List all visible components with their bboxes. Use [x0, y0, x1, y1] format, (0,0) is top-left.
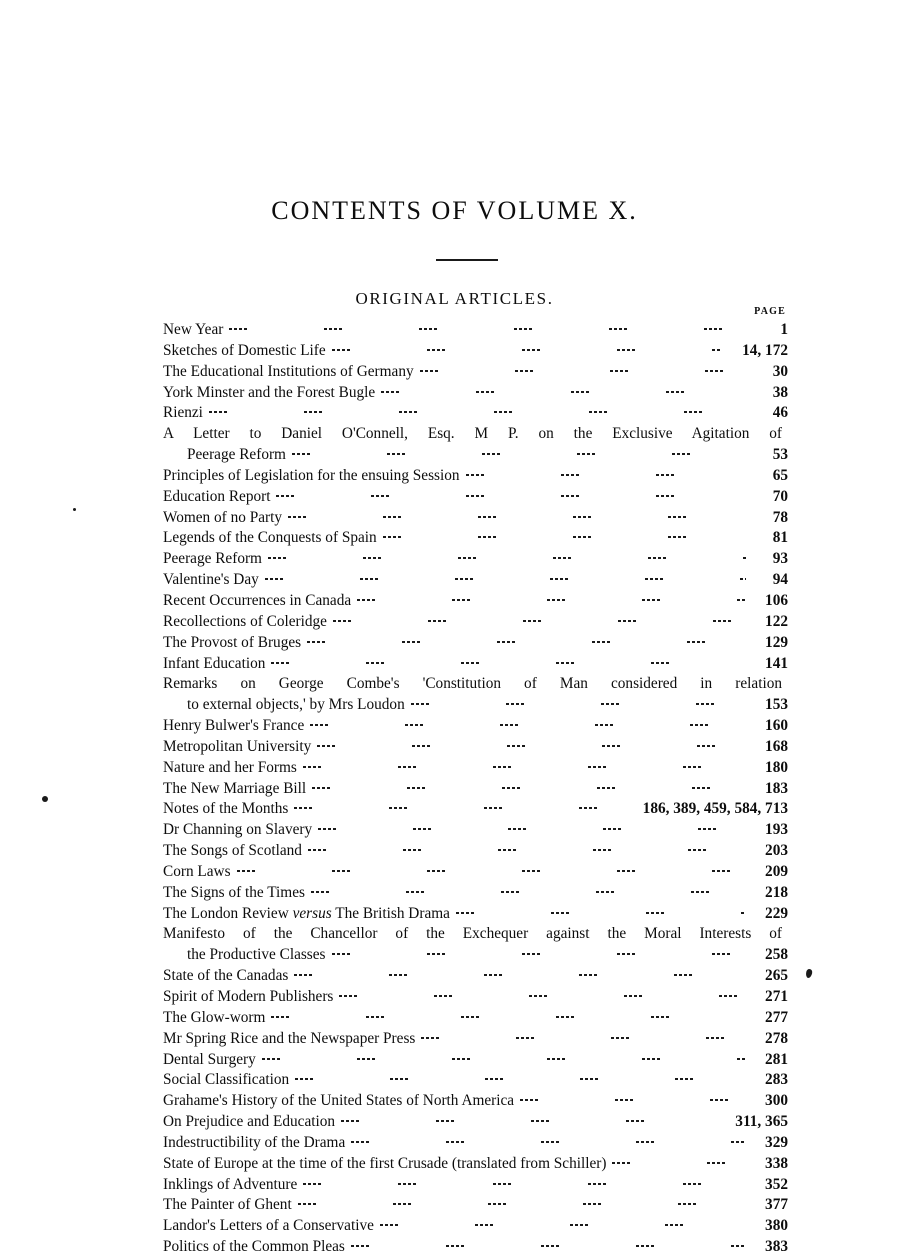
- entry-title: Spirit of Modern Publishers: [163, 988, 334, 1005]
- contents-entry[interactable]: [163, 403, 788, 424]
- margin-dot-manifesto: [42, 796, 48, 802]
- leader-dashes: [332, 341, 720, 355]
- leader-dashes: [209, 403, 746, 417]
- entry-title: Women of no Party: [163, 508, 282, 526]
- leader-dashes: [294, 966, 746, 980]
- leader-dashes: [456, 904, 746, 918]
- contents-entry[interactable]: [163, 612, 788, 633]
- entry-page-number: 329: [765, 1133, 788, 1151]
- leader-dashes: [292, 445, 746, 459]
- contents-entry[interactable]: [163, 570, 788, 591]
- entry-title: On Prejudice and Education: [163, 1113, 336, 1131]
- leader-dashes: [229, 320, 746, 334]
- entry-page-number: 168: [765, 737, 788, 755]
- leader-dashes: [317, 737, 746, 751]
- entry-page-number: 277: [765, 1008, 788, 1026]
- entry-page-number: 183: [765, 779, 788, 797]
- leader-dashes: [276, 487, 746, 501]
- entry-title: The New Marriage Bill: [163, 779, 307, 797]
- title-divider-rule: [436, 259, 498, 261]
- entry-title: Corn Laws: [163, 862, 231, 880]
- leader-dashes: [262, 1050, 746, 1064]
- leader-dashes: [308, 841, 746, 855]
- contents-entry[interactable]: [163, 883, 788, 904]
- entry-page-number: 265: [765, 967, 788, 985]
- entry-page-number: 70: [772, 487, 788, 505]
- contents-entry[interactable]: [163, 1091, 788, 1112]
- entry-title: Grahame's History of the United States of North America: [163, 1092, 515, 1110]
- leader-dashes: [380, 1216, 746, 1230]
- contents-entry[interactable]: [163, 1008, 788, 1029]
- leader-dashes: [298, 1195, 746, 1209]
- entry-title: Peerage Reform: [163, 550, 262, 568]
- entry-title: Manifesto of the Chancellor of the Exchequer against the Moral Interests of: [163, 925, 782, 943]
- entry-title: Landor's Letters of a Conservative: [163, 1217, 374, 1235]
- contents-entry[interactable]: [163, 904, 788, 925]
- leader-dashes: [307, 633, 746, 647]
- entry-title: Recent Occurrences in Canada: [163, 591, 352, 609]
- contents-entry[interactable]: [163, 633, 788, 654]
- entry-title: Henry Bulwer's France: [163, 717, 305, 735]
- entry-page-number: 30: [772, 362, 788, 380]
- entry-page-number: 160: [765, 717, 788, 735]
- entry-page-number: 186, 389, 459, 584, 713: [642, 800, 788, 818]
- entry-title: Education Report: [163, 487, 271, 505]
- leader-dashes: [237, 862, 746, 876]
- contents-entry[interactable]: [163, 924, 788, 945]
- entry-page-number: 203: [765, 842, 788, 860]
- contents-entry[interactable]: [163, 320, 788, 341]
- leader-dashes: [411, 695, 746, 709]
- entry-page-number: 283: [765, 1071, 788, 1089]
- leader-dashes: [271, 1008, 746, 1022]
- leader-dashes: [294, 799, 630, 813]
- contents-entry[interactable]: [163, 1237, 788, 1258]
- entry-title: the Productive Classes: [187, 946, 326, 964]
- leader-dashes: [421, 1029, 746, 1043]
- contents-entry[interactable]: [163, 695, 788, 716]
- entry-page-number: 81: [772, 529, 788, 547]
- leader-dashes: [303, 758, 746, 772]
- entry-title: Inklings of Adventure: [163, 1175, 298, 1193]
- contents-entry[interactable]: [163, 1195, 788, 1216]
- contents-entry[interactable]: [163, 987, 788, 1008]
- entry-title: Notes of the Months: [163, 800, 289, 818]
- entry-page-number: 53: [772, 446, 788, 464]
- entry-title: The Songs of Scotland: [163, 842, 302, 860]
- entry-page-number: 380: [765, 1217, 788, 1235]
- contents-entry[interactable]: [163, 362, 788, 383]
- entry-title: State of the Canadas: [163, 967, 289, 985]
- contents-entry[interactable]: [163, 1029, 788, 1050]
- entry-page-number: 209: [765, 862, 788, 880]
- entry-page-number: 106: [765, 591, 788, 609]
- leader-dashes: [332, 945, 746, 959]
- entry-title: Recollections of Coleridge: [163, 612, 327, 630]
- leader-dashes: [265, 570, 746, 584]
- entry-page-number: 338: [765, 1154, 788, 1172]
- contents-entry[interactable]: [163, 862, 788, 883]
- contents-entry[interactable]: [163, 487, 788, 508]
- entry-title: State of Europe at the time of the first Crusade (translated from Schiller): [163, 1154, 607, 1172]
- contents-entry[interactable]: [163, 528, 788, 549]
- contents-entry[interactable]: [163, 466, 788, 487]
- contents-entry[interactable]: [163, 779, 788, 800]
- page-title: CONTENTS OF VOLUME X.: [271, 196, 638, 225]
- entry-title: New Year: [163, 321, 224, 338]
- entry-title: Infant Education: [163, 654, 266, 672]
- leader-dashes: [466, 466, 746, 480]
- entry-title: The Signs of the Times: [163, 883, 305, 901]
- leader-dashes: [420, 362, 746, 376]
- contents-entry[interactable]: [163, 1154, 788, 1175]
- contents-entry[interactable]: [163, 383, 788, 404]
- entry-title: Indestructibility of the Drama: [163, 1133, 346, 1151]
- entry-title: Mr Spring Rice and the Newspaper Press: [163, 1029, 416, 1047]
- entry-page-number: 218: [765, 883, 788, 901]
- entry-title: The London Review versus The British Drama: [163, 904, 450, 922]
- entry-title: The Painter of Ghent: [163, 1196, 292, 1214]
- entry-page-number: 352: [765, 1175, 788, 1193]
- entry-page-number: 278: [765, 1029, 788, 1047]
- entry-title: Politics of the Common Pleas: [163, 1238, 345, 1256]
- contents-entry[interactable]: [163, 445, 788, 466]
- contents-entry[interactable]: [163, 341, 788, 362]
- entry-title: Sketches of Domestic Life: [163, 341, 326, 359]
- entry-page-number: 180: [765, 758, 788, 776]
- contents-entry[interactable]: [163, 674, 788, 695]
- entry-page-number: 300: [765, 1092, 788, 1110]
- entry-page-number: 377: [765, 1196, 788, 1214]
- margin-dot-peerage-reform: [73, 508, 76, 511]
- entry-page-number: 258: [765, 946, 788, 964]
- leader-dashes: [520, 1091, 746, 1105]
- entry-page-number: 129: [765, 633, 788, 651]
- leader-dashes: [318, 820, 746, 834]
- entry-page-number: 193: [765, 821, 788, 839]
- contents-entry[interactable]: [163, 716, 788, 737]
- entry-page-number: 93: [772, 550, 788, 568]
- entry-title: Nature and her Forms: [163, 758, 297, 776]
- contents-entry[interactable]: [163, 945, 788, 966]
- entry-title: Dental Surgery: [163, 1050, 256, 1068]
- entry-title: A Letter to Daniel O'Connell, Esq. M P. on the Exclusive Agitation of: [163, 425, 782, 443]
- contents-entry[interactable]: [163, 1050, 788, 1071]
- entry-title: Remarks on George Combe's 'Constitution of Man considered in relation: [163, 675, 782, 693]
- contents-entry[interactable]: [163, 737, 788, 758]
- contents-entry[interactable]: [163, 1133, 788, 1154]
- entry-title: Dr Channing on Slavery: [163, 821, 313, 839]
- contents-entry[interactable]: [163, 1216, 788, 1237]
- contents-entry[interactable]: [163, 1070, 788, 1091]
- entry-title-italic: versus: [292, 904, 332, 922]
- contents-entry[interactable]: [163, 966, 788, 987]
- leader-dashes: [381, 383, 746, 397]
- entry-title: Metropolitan University: [163, 737, 312, 755]
- entry-title-tail: The British Drama: [331, 904, 450, 922]
- leader-dashes: [311, 883, 746, 897]
- entry-title: to external objects,' by Mrs Loudon: [187, 696, 405, 714]
- entry-page-number: 141: [765, 654, 788, 672]
- entry-page-number: 383: [765, 1238, 788, 1256]
- page-column-header: PAGE: [754, 306, 786, 317]
- leader-dashes: [268, 549, 746, 563]
- leader-dashes: [383, 528, 746, 542]
- entry-page-number: 46: [772, 404, 788, 422]
- entry-title: York Minster and the Forest Bugle: [163, 383, 376, 401]
- entry-title: Legends of the Conquests of Spain: [163, 529, 377, 547]
- leader-dashes: [351, 1237, 746, 1251]
- section-heading: ORIGINAL ARTICLES.: [355, 289, 554, 308]
- margin-mark-indestructibility: [805, 968, 813, 978]
- entry-page-number: 281: [765, 1050, 788, 1068]
- leader-dashes: [351, 1133, 746, 1147]
- entry-page-number: 271: [765, 988, 788, 1005]
- leader-dashes: [357, 591, 746, 605]
- contents-entry[interactable]: [163, 549, 788, 570]
- leader-dashes: [288, 508, 746, 522]
- entry-page-number: 65: [772, 466, 788, 484]
- entry-title: Social Classification: [163, 1071, 290, 1089]
- entry-page-number: 94: [772, 571, 788, 589]
- contents-entry[interactable]: [163, 591, 788, 612]
- entry-title: The Glow-worm: [163, 1008, 266, 1026]
- contents-list: [163, 306, 788, 1258]
- contents-entry[interactable]: [163, 820, 788, 841]
- entry-page-number: 122: [765, 612, 788, 630]
- entry-page-number: 14, 172: [742, 341, 788, 359]
- entry-title: Peerage Reform: [187, 446, 286, 464]
- contents-entry[interactable]: [163, 799, 788, 820]
- entry-page-number: 78: [772, 508, 788, 526]
- contents-entry[interactable]: [163, 654, 788, 675]
- entry-title: Valentine's Day: [163, 571, 259, 589]
- contents-entry[interactable]: [163, 424, 788, 445]
- entry-page-number: 153: [765, 696, 788, 714]
- leader-dashes: [612, 1154, 746, 1168]
- leader-dashes: [295, 1070, 746, 1084]
- entry-page-number: 311, 365: [735, 1113, 788, 1131]
- entry-title: The Educational Institutions of Germany: [163, 362, 414, 380]
- entry-page-number: 1: [780, 321, 788, 338]
- contents-entry[interactable]: [163, 1175, 788, 1196]
- leader-dashes: [333, 612, 746, 626]
- entry-page-number: 229: [765, 904, 788, 922]
- leader-dashes: [271, 654, 746, 668]
- entry-page-number: 38: [772, 383, 788, 401]
- leader-dashes: [339, 987, 746, 1001]
- leader-dashes: [312, 779, 746, 793]
- contents-entry[interactable]: [163, 508, 788, 529]
- entry-title: The Provost of Bruges: [163, 633, 302, 651]
- contents-entry[interactable]: [163, 758, 788, 779]
- leader-dashes: [341, 1112, 720, 1126]
- contents-entry[interactable]: [163, 1112, 788, 1133]
- leader-dashes: [310, 716, 746, 730]
- leader-dashes: [303, 1175, 746, 1189]
- entry-title: Rienzi: [163, 404, 203, 422]
- entry-title: Principles of Legislation for the ensuing Session: [163, 466, 460, 484]
- contents-entry[interactable]: [163, 841, 788, 862]
